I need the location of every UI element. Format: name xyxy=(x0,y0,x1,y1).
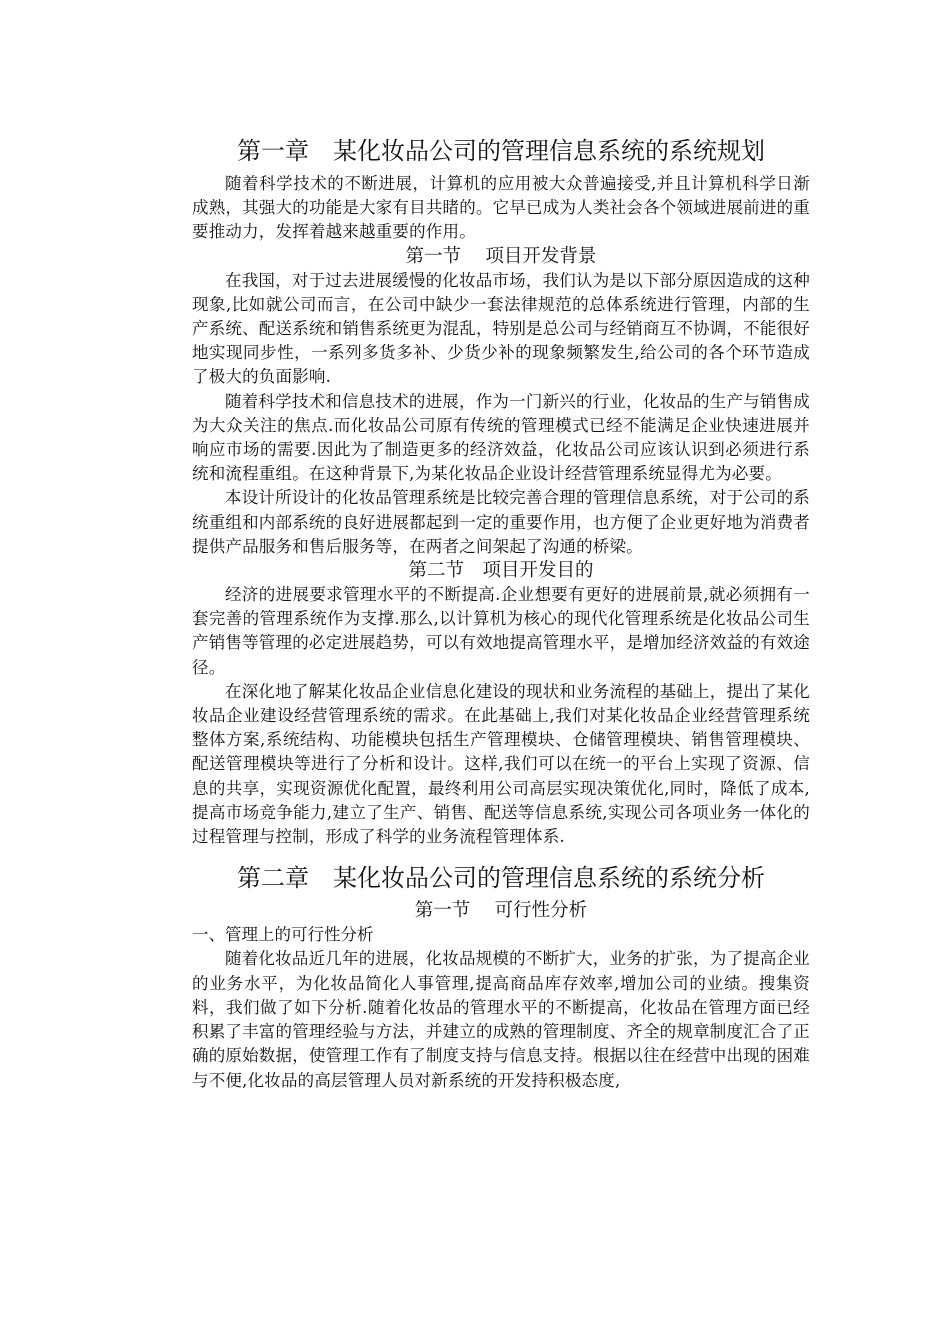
paragraph: 随着化妆品近几年的进展，化妆品规模的不断扩大，业务的扩张，为了提高企业的业务水平，为化妆品简化人事管理,提高商品库存效率,增加公司的业绩。搜集资料，我们做了如下分析.随着化妆品的管理水平的不断提高，化妆品在管理方面已经积累了丰富的管理经验与方法，并建立的成熟的管理制度、齐全的规章制度汇合了正确的原始数据，使管理工作有了制度支持与信息支持。根据以往在经营中出现的困难与不便,化妆品的高层管理人员对新系统的开发持积极态度, xyxy=(192,949,810,1090)
chapter-1-section-2-title: 第二节 项目开发目的 xyxy=(408,560,594,582)
chapter-1-intro: 随着科学技术的不断进展，计算机的应用被大众普遍接受,并且计算机科学日渐成熟，其强大的功能是大家有目共睹的。它早已成为人类社会各个领域进展前进的重要推动力，发挥着越来越重要的作用。 xyxy=(192,174,810,242)
chapter-2-section-1-title: 第一节 可行性分析 xyxy=(414,900,588,922)
document-body xyxy=(192,132,810,1093)
subheading: 一、管理上的可行性分析 xyxy=(192,925,374,945)
paragraph: 本设计所设计的化妆品管理系统是比较完善合理的管理信息系统，对于公司的系统重组和内部系统的良好进展都起到一定的重要作用，也方便了企业更好地为消费者提供产品服务和售后服务等，在两者之间架起了沟通的桥梁。 xyxy=(192,488,810,556)
chapter-1-title: 第一章 某化妆品公司的管理信息系统的系统规划 xyxy=(237,137,765,165)
chapter-2-title: 第二章 某化妆品公司的管理信息系统的系统分析 xyxy=(237,864,765,893)
chapter-1-section-1-title: 第一节 项目开发背景 xyxy=(405,245,597,267)
paragraph: 在深化地了解某化妆品企业信息化建设的现状和业务流程的基础上，提出了某化妆品企业建设经营管理系统的需求。在此基础上,我们对某化妆品企业经营管理系统整体方案,系统结构、功能模块包括生产管理模块、仓储管理模块、销售管理模块、配送管理模块等进行了分析和设计。这样,我们可以在统一的平台上实现了资源、信息的共享，实现资源优化配置，最终利用公司高层实现决策优化,同时，降低了成本,提高市场竞争能力,建立了生产、销售、配送等信息系统,实现公司各项业务一体化的过程管理与控制，形成了科学的业务流程管理体系. xyxy=(192,681,810,847)
paragraph: 经济的进展要求管理水平的不断提高.企业想要有更好的进展前景,就必须拥有一套完善的管理系统作为支撑.那么,以计算机为核心的现代化管理系统是化妆品公司生产销售等管理的必定进展趋势，可以有效地提高管理水平，是增加经济效益的有效途径。 xyxy=(192,585,810,677)
paragraph: 随着科学技术和信息技术的进展，作为一门新兴的行业，化妆品的生产与销售成为大众关注的焦点.而化妆品公司原有传统的管理模式已经不能满足企业快速进展并响应市场的需要.因此为了制造更多的经济效益，化妆品公司应该认识到必须进行系统和流程重组。在这种背景下,为某化妆品企业设计经营管理系统显得尤为必要。 xyxy=(192,391,810,484)
paragraph: 在我国，对于过去进展缓慢的化妆品市场，我们认为是以下部分原因造成的这种现象,比如就公司而言，在公司中缺少一套法律规范的总体系统进行管理，内部的生产系统、配送系统和销售系统更为混乱，特别是总公司与经销商互不协调，不能很好地实现同步性，一系列多货多补、少货少补的现象频繁发生,给公司的各个环节造成了极大的负面影响. xyxy=(192,270,810,387)
